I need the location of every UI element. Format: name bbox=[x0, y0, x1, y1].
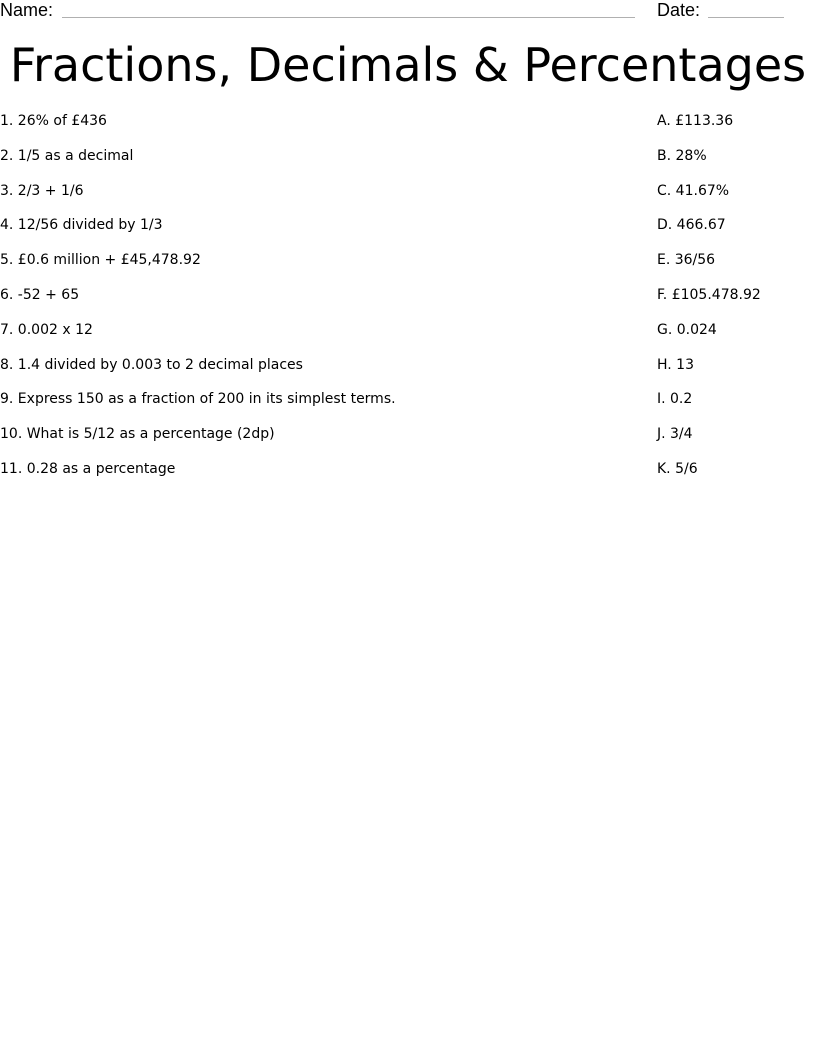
answer-item: D. 466.67 bbox=[657, 217, 726, 234]
answer-item: J. 3/4 bbox=[657, 426, 693, 443]
answer-item: G. 0.024 bbox=[657, 321, 717, 338]
question-item: 5. £0.6 million + £45,478.92 bbox=[0, 252, 201, 269]
name-label: Name: bbox=[0, 0, 54, 20]
question-item: 10. What is 5/12 as a percentage (2dp) bbox=[0, 426, 275, 443]
answer-item: I. 0.2 bbox=[657, 391, 693, 408]
question-item: 9. Express 150 as a fraction of 200 in its simplest terms. bbox=[0, 391, 396, 408]
name-field-line[interactable] bbox=[62, 17, 635, 18]
answer-item: C. 41.67% bbox=[657, 182, 730, 199]
answer-item: H. 13 bbox=[657, 356, 694, 373]
worksheet-header bbox=[0, 0, 816, 26]
question-item: 1. 26% of £436 bbox=[0, 113, 107, 129]
page-title: Fractions, Decimals & Percentages bbox=[9, 38, 807, 92]
date-field-line[interactable] bbox=[708, 17, 784, 18]
answer-list bbox=[657, 111, 807, 494]
question-item: 6. -52 + 65 bbox=[0, 286, 80, 303]
question-item: 8. 1.4 divided by 0.003 to 2 decimal places bbox=[0, 356, 303, 373]
answer-item: A. £113.36 bbox=[657, 113, 734, 129]
question-item: 11. 0.28 as a percentage bbox=[0, 460, 176, 477]
answer-item: F. £105.478.92 bbox=[657, 286, 761, 303]
answer-item: B. 28% bbox=[657, 147, 707, 164]
question-item: 2. 1/5 as a decimal bbox=[0, 147, 134, 164]
question-list bbox=[0, 111, 620, 494]
question-item: 3. 2/3 + 1/6 bbox=[0, 182, 84, 199]
answer-item: E. 36/56 bbox=[657, 252, 716, 269]
date-label: Date: bbox=[657, 0, 701, 20]
answer-item: K. 5/6 bbox=[657, 460, 698, 477]
question-item: 7. 0.002 x 12 bbox=[0, 321, 93, 338]
question-item: 4. 12/56 divided by 1/3 bbox=[0, 217, 163, 234]
